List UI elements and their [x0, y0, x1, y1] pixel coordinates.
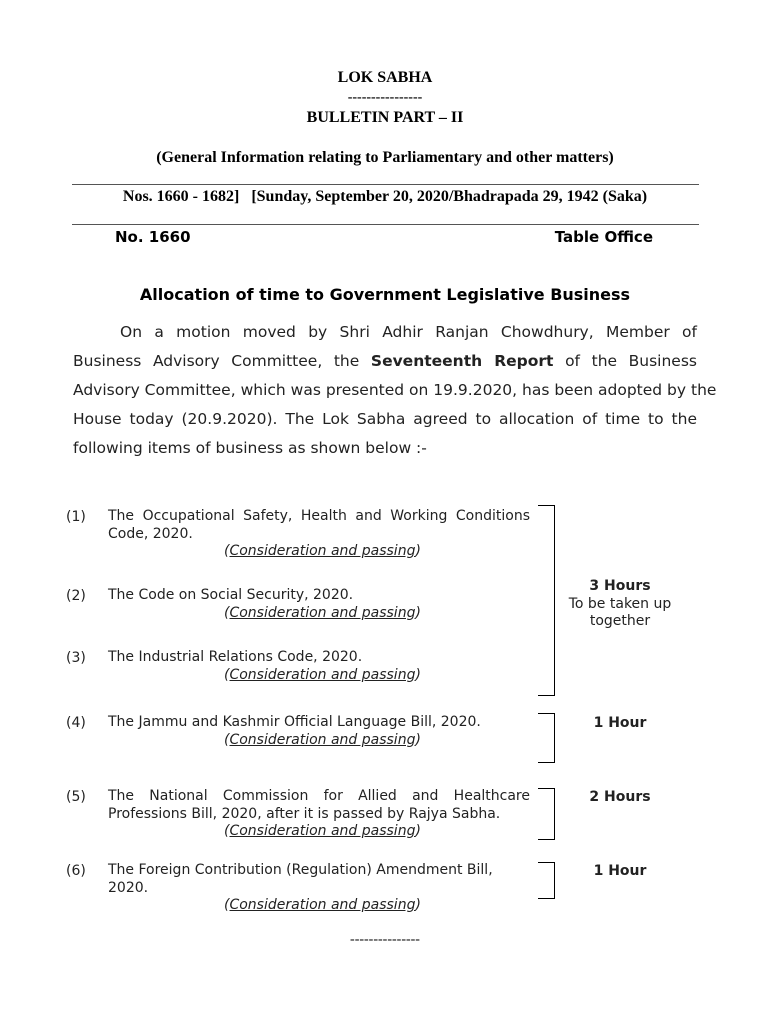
- item-text: [108, 714, 530, 749]
- item-number: (4): [66, 715, 86, 731]
- time-allocation: [560, 578, 680, 631]
- item-number: (3): [66, 650, 86, 666]
- item-title: Code, 2020.: [108, 525, 193, 542]
- report-name: Seventeenth Report: [370, 352, 554, 370]
- paragraph-text: of the Business: [565, 352, 697, 370]
- item-note: (Consideration and passing): [224, 604, 421, 621]
- allocation-duration: 1 Hour: [593, 715, 647, 731]
- header-dashes: ----------------: [347, 90, 423, 105]
- item-text: [108, 587, 530, 622]
- divider-top: [72, 184, 699, 185]
- allocation-note: To be taken up: [568, 595, 672, 612]
- group-bracket: [538, 505, 555, 696]
- paragraph-line: following items of business as shown below :-: [73, 439, 427, 457]
- item-number: (6): [66, 863, 86, 879]
- divider-bottom: [72, 224, 699, 225]
- paragraph-text: Business Advisory Committee, the: [73, 352, 360, 370]
- paragraph-line: House today (20.9.2020). The Lok Sabha agreed to allocation of time to the: [73, 410, 697, 428]
- bulletin-subtitle: (General Information relating to Parliamentary and other matters): [156, 149, 614, 166]
- bulletin-title: BULLETIN PART – II: [306, 109, 464, 126]
- item-title: The Occupational Safety, Health and Working Conditions: [108, 508, 530, 524]
- paragraph-line: Advisory Committee, which was presented on 19.9.2020, has been adopted by the: [73, 381, 717, 399]
- item-title: The Foreign Contribution (Regulation) Amendment Bill, 2020.: [108, 862, 493, 896]
- item-text: [108, 788, 530, 841]
- paragraph-line: On a motion moved by Shri Adhir Ranjan Chowdhury, Member of: [120, 323, 697, 341]
- item-text: [108, 862, 530, 915]
- allocation-duration: 3 Hours: [589, 578, 651, 594]
- paragraph-line: [73, 347, 697, 376]
- item-title: Professions Bill, 2020, after it is passed by Rajya Sabha.: [108, 805, 501, 822]
- item-text: [108, 508, 530, 561]
- item-note: (Consideration and passing): [224, 731, 421, 748]
- entry-number: No. 1660: [115, 228, 191, 246]
- entry-office: Table Office: [554, 228, 653, 246]
- item-number: (5): [66, 789, 86, 805]
- item-title: The Jammu and Kashmir Official Language Bill, 2020.: [108, 714, 481, 730]
- entry-title: Allocation of time to Government Legislative Business: [139, 285, 631, 304]
- item-number: (1): [66, 509, 86, 525]
- item-note: (Consideration and passing): [224, 543, 421, 559]
- group-bracket: [538, 862, 555, 899]
- item-title: The Code on Social Security, 2020.: [108, 587, 354, 603]
- item-note: (Consideration and passing): [224, 897, 421, 913]
- item-text: [108, 649, 530, 684]
- bulletin-numbers-date: Nos. 1660 - 1682] [Sunday, September 20, 2020/Bhadrapada 29, 1942 (Saka): [122, 188, 648, 205]
- house-name: LOK SABHA: [337, 69, 433, 86]
- body-paragraph: [73, 318, 717, 463]
- allocation-duration: 1 Hour: [593, 863, 647, 879]
- group-bracket: [538, 713, 555, 763]
- item-note: (Consideration and passing): [224, 666, 421, 683]
- footer-dashes: ---------------: [350, 932, 420, 947]
- allocation-duration: 2 Hours: [589, 789, 651, 805]
- item-title: The Industrial Relations Code, 2020.: [108, 649, 363, 665]
- item-title: The National Commission for Allied and Healthcare: [108, 788, 530, 804]
- item-number: (2): [66, 588, 86, 604]
- allocation-note: together: [589, 613, 651, 629]
- group-bracket: [538, 788, 555, 840]
- item-note: (Consideration and passing): [224, 823, 421, 839]
